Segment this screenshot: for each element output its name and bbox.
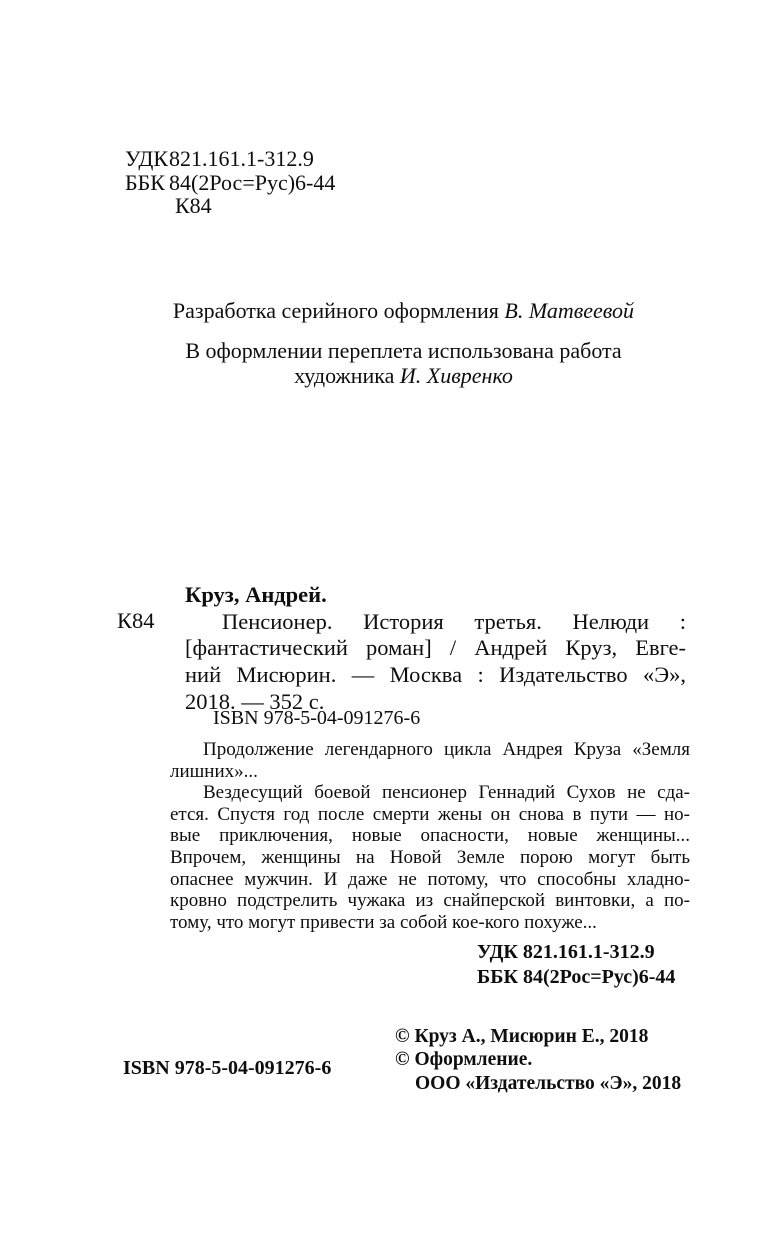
serial-designer-name: В. Матвеевой: [504, 298, 635, 323]
annotation-block: [170, 739, 690, 933]
udk-value: 821.161.1-312.9: [169, 146, 314, 171]
design-credits: [120, 298, 687, 388]
text-line: лишних»...: [170, 760, 258, 782]
bottom-bibliographic-codes: [477, 940, 675, 990]
copyright-authors: © Круз А., Мисюрин Е., 2018: [395, 1026, 649, 1047]
text-line: 2018. — 352 с.: [185, 688, 325, 714]
copyright-block: [395, 1025, 681, 1095]
isbn-line: ISBN 978-5-04-091276-6: [213, 707, 421, 729]
bottom-udk: УДК 821.161.1-312.9: [477, 941, 655, 963]
text-line: тому, что могут привести за собой кое-кого похуже...: [170, 911, 597, 933]
catalog-author-heading: Круз, Андрей.: [185, 582, 327, 607]
udk-row: [125, 147, 335, 171]
text-line: Вездесущий боевой пенсионер Геннадий Сухов не сда-: [203, 782, 690, 804]
copyright-publisher: ООО «Издательство «Э», 2018: [415, 1072, 682, 1094]
udk-label: УДК: [125, 146, 169, 171]
annotation-paragraph: [170, 739, 690, 782]
annotation-paragraph: [170, 782, 690, 933]
text-line: Впрочем, женщины на Новой Земле порою могут быть: [170, 846, 690, 868]
text-line: Пенсионер. История третья. Нелюди :: [222, 608, 686, 634]
text-line: опаснее мужчин. И даже не потому, что способны хладно-: [170, 868, 690, 890]
footer-isbn: ISBN 978-5-04-091276-6: [123, 1057, 332, 1079]
cover-credit-line: В оформлении переплета использована работа: [185, 338, 622, 363]
cover-art-credit: [120, 338, 687, 388]
serial-design-credit: [120, 298, 687, 323]
copyright-design: © Оформление.: [395, 1049, 533, 1071]
bbk-value: 84(2Рос=Рус)6-44: [169, 169, 336, 195]
top-bibliographic-codes: [125, 147, 335, 218]
artist-credit-text: художника: [294, 363, 400, 388]
author-sign-code: К84: [175, 193, 212, 218]
bottom-bbk: ББК 84(2Рос=Рус)6-44: [477, 966, 676, 988]
text-line: [фантастический роман] / Андрей Круз, Евге-: [185, 635, 686, 661]
artist-name: И. Хивренко: [399, 363, 513, 388]
catalog-margin-code: К84: [117, 608, 155, 633]
serial-design-text: Разработка серийного оформления: [172, 298, 505, 323]
catalog-card: [117, 582, 686, 716]
text-line: ется. Спустя год после смерти жены он снова в пути — но-: [170, 803, 690, 825]
artist-credit-line: [120, 363, 687, 388]
text-line: Продолжение легендарного цикла Андрея Круза «Земля: [203, 739, 690, 760]
text-line: кровно подстрелить чужака из снайперской винтовки, а по-: [170, 890, 690, 912]
catalog-description: [185, 609, 686, 716]
text-line: вые приключения, новые опасности, новые женщины...: [170, 825, 690, 847]
bbk-label: ББК: [125, 169, 165, 195]
bbk-row: [125, 171, 335, 195]
text-line: ний Мисюрин. — Москва : Издательство «Э»,: [185, 662, 686, 688]
